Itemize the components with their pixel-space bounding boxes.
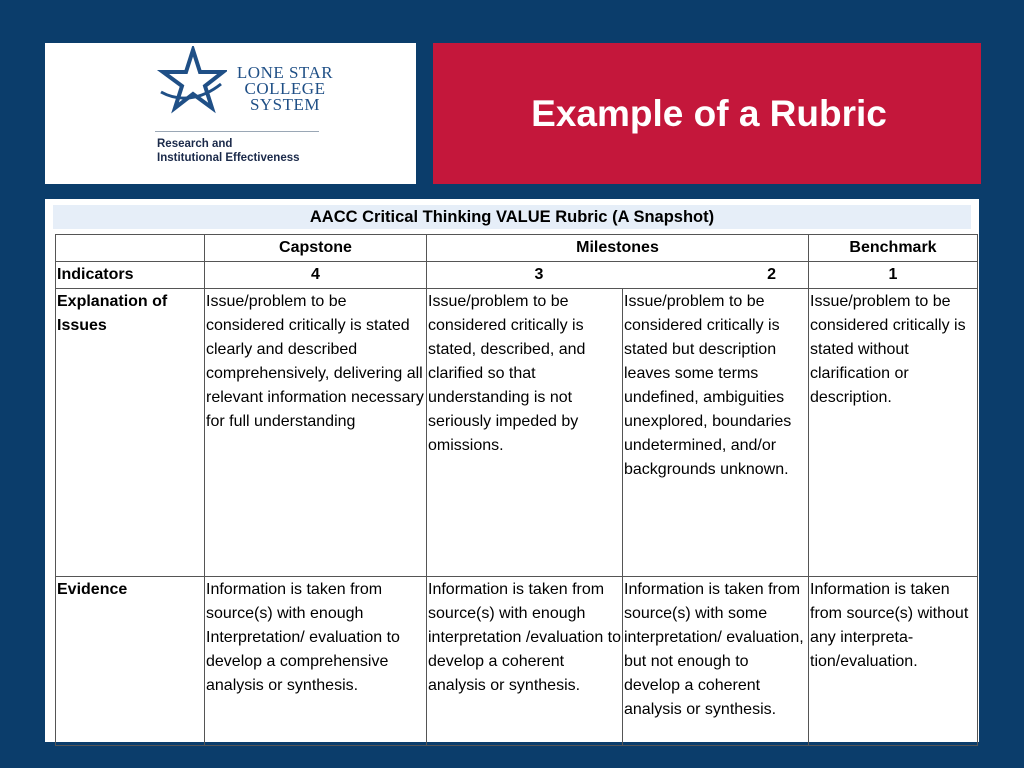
cell-evidence-4: Information is taken from source(s) with enough Interpretation/ evaluation to develop a comprehensive analysis or synthesis. (205, 577, 427, 746)
title-panel (433, 43, 981, 184)
cell-issues-2: Issue/problem to be considered critically is stated but description leaves some terms undefined, ambiguities unexplored, boundaries undetermined, and/or backgrounds unknown. (623, 289, 809, 577)
milestone-scores (427, 262, 809, 289)
rubric-panel (45, 199, 979, 742)
cell-issues-1: Issue/problem to be considered critically is stated without clarification or description. (809, 289, 978, 577)
table-row (56, 235, 978, 262)
cell-issues-4: Issue/problem to be considered critically is stated clearly and described comprehensively, delivering all relevant information necessary for full understanding (205, 289, 427, 577)
rubric-table (55, 234, 978, 746)
cell-evidence-1: Information is taken from source(s) without any interpreta-tion/evaluation. (809, 577, 978, 746)
rubric-caption: AACC Critical Thinking VALUE Rubric (A Snapshot) (53, 205, 971, 229)
indicator-evidence: Evidence (56, 577, 205, 746)
header-capstone: Capstone (205, 235, 427, 262)
logo-dept-line-1: Research and (157, 138, 233, 150)
table-row (56, 262, 978, 289)
score-1: 1 (809, 262, 978, 289)
logo-dept-line-2: Institutional Effectiveness (157, 152, 300, 164)
table-row (56, 289, 978, 577)
table-row (56, 577, 978, 746)
cell-evidence-3: Information is taken from source(s) with enough interpretation /evaluation to develop a coherent analysis or synthesis. (427, 577, 623, 746)
star-logo-icon (155, 46, 227, 118)
logo-panel (45, 43, 416, 184)
score-3: 3 (534, 266, 544, 283)
header-benchmark: Benchmark (809, 235, 978, 262)
header-empty-cell (56, 235, 205, 262)
logo-line-2: COLLEGE (244, 79, 326, 98)
logo-line-3: SYSTEM (249, 95, 321, 114)
logo-name (230, 65, 340, 113)
logo-department (157, 137, 357, 165)
slide-title: Example of a Rubric (531, 92, 887, 134)
cell-issues-3: Issue/problem to be considered critically is stated, described, and clarified so that understanding is not seriously impeded by omissions. (427, 289, 623, 577)
header-milestones: Milestones (427, 235, 809, 262)
logo-divider (155, 131, 319, 132)
logo-line-1: LONE STAR (236, 63, 334, 82)
indicator-explanation-of-issues: Explanation of Issues (56, 289, 205, 577)
indicators-label: Indicators (56, 262, 205, 289)
score-2: 2 (767, 266, 776, 283)
score-4: 4 (205, 262, 427, 289)
cell-evidence-2: Information is taken from source(s) with some interpretation/ evaluation, but not enough to develop a coherent analysis or synthesis. (623, 577, 809, 746)
